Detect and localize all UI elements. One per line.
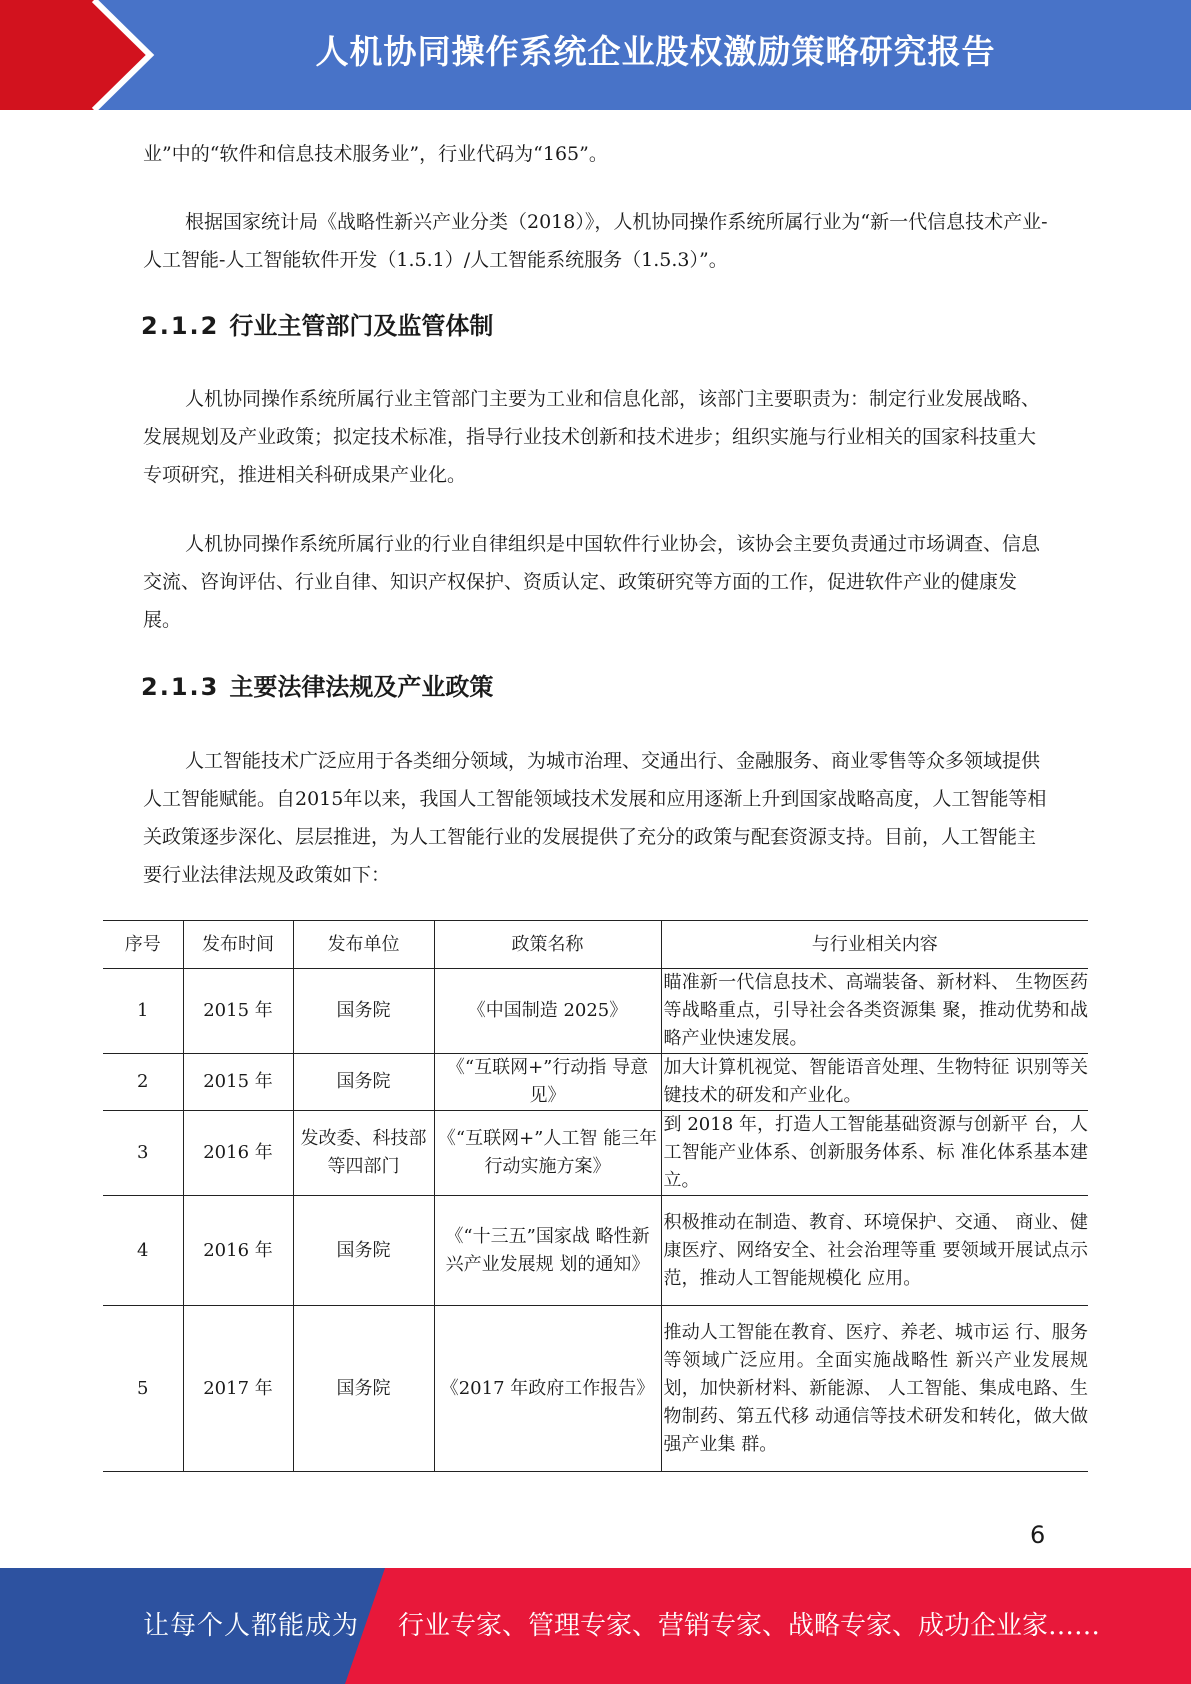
cell-index: 3 [103,1111,183,1196]
table-header-row [103,921,1088,969]
section-number: 2.1.3 [141,673,220,701]
cell-issuer: 国务院 [293,1054,434,1111]
column-header-date: 发布时间 [183,921,293,969]
cell-index: 5 [103,1306,183,1472]
section-heading-2-1-2 [141,309,1041,343]
column-header-content: 与行业相关内容 [661,921,1088,969]
cell-content: 积极推动在制造、教育、环境保护、交通、 商业、健康医疗、网络安全、社会治理等重 要领域开展试点示范，推动人工智能规模化 应用。 [661,1196,1088,1306]
table-row [103,1196,1088,1306]
page-number: 6 [1030,1521,1046,1549]
footer-banner [0,1568,1191,1684]
table-row [103,1111,1088,1196]
cell-index: 4 [103,1196,183,1306]
cell-policy: 《2017 年政府工作报告》 [434,1306,661,1472]
report-title: 人机协同操作系统企业股权激励策略研究报告 [315,32,996,71]
cell-issuer: 国务院 [293,969,434,1054]
paragraph-self-regulation: 人机协同操作系统所属行业的行业自律组织是中国软件行业协会，该协会主要负责通过市场调查、信息交流、咨询评估、行业自律、知识产权保护、资质认定、政策研究等方面的工作，促进软件产业的健康发展。 [143,533,1041,631]
cell-content: 到 2018 年，打造人工智能基础资源与创新平 台，人工智能产业体系、创新服务体系、标 准化体系基本建立。 [661,1111,1088,1196]
cell-index: 2 [103,1054,183,1111]
cell-date: 2017 年 [183,1306,293,1472]
column-header-index: 序号 [103,921,183,969]
section-number: 2.1.2 [141,312,220,340]
cell-content: 推动人工智能在教育、医疗、养老、城市运 行、服务等领域广泛应用。全面实施战略性 新兴产业发展规划，加快新材料、新能源、 人工智能、集成电路、生物制药、第五代移 动通信等技术研发和转化，做大做强产业集 群。 [661,1306,1088,1472]
paragraph-strategic-classification: 根据国家统计局《战略性新兴产业分类（2018）》，人机协同操作系统所属行业为“新一代信息技术产业-人工智能-人工智能软件开发（1.5.1）/人工智能系统服务（1.5.3）”。 [143,211,1048,271]
cell-issuer: 发改委、科技部等四部门 [293,1111,434,1196]
cell-policy: 《“十三五”国家战 略性新兴产业发展规 划的通知》 [434,1196,661,1306]
paragraph-ai-policy-intro: 人工智能技术广泛应用于各类细分领域，为城市治理、交通出行、金融服务、商业零售等众多领域提供人工智能赋能。自2015年以来，我国人工智能领域技术发展和应用逐渐上升到国家战略高度，人工智能等相关政策逐步深化、层层推进，为人工智能行业的发展提供了充分的政策与配套资源支持。目前，人工智能主要行业法律法规及政策如下： [143,750,1047,886]
cell-issuer: 国务院 [293,1306,434,1472]
footer-slogan-right: 行业专家、管理专家、营销专家、战略专家、成功企业家…… [398,1611,1101,1641]
footer-slogan-left: 让每个人都能成为 [143,1611,360,1641]
table-row [103,969,1088,1054]
column-header-issuer: 发布单位 [293,921,434,969]
cell-content: 加大计算机视觉、智能语音处理、生物特征 识别等关键技术的研发和产业化。 [661,1054,1088,1111]
paragraph-industry-code: 业”中的“软件和信息技术服务业”，行业代码为“165”。 [143,143,608,165]
cell-content: 瞄准新一代信息技术、高端装备、新材料、 生物医药等战略重点，引导社会各类资源集 聚，推动优势和战略产业快速发展。 [661,969,1088,1054]
cell-policy: 《“互联网+”人工智 能三年行动实施方案》 [434,1111,661,1196]
cell-issuer: 国务院 [293,1196,434,1306]
cell-date: 2016 年 [183,1111,293,1196]
paragraph-regulator: 人机协同操作系统所属行业主管部门主要为工业和信息化部，该部门主要职责为：制定行业发展战略、发展规划及产业政策；拟定技术标准，指导行业技术创新和技术进步；组织实施与行业相关的国家科技重大专项研究，推进相关科研成果产业化。 [143,388,1041,486]
cell-date: 2015 年 [183,969,293,1054]
cell-index: 1 [103,969,183,1054]
cell-date: 2016 年 [183,1196,293,1306]
table-row [103,1306,1088,1472]
policy-table [103,920,1088,1472]
column-header-policy: 政策名称 [434,921,661,969]
section-title: 行业主管部门及监管体制 [229,312,494,340]
cell-date: 2015 年 [183,1054,293,1111]
section-heading-2-1-3 [141,670,1041,704]
table-row [103,1054,1088,1111]
cell-policy: 《“互联网+”行动指 导意见》 [434,1054,661,1111]
header-banner [0,0,1191,110]
section-title: 主要法律法规及产业政策 [229,673,494,701]
cell-policy: 《中国制造 2025》 [434,969,661,1054]
